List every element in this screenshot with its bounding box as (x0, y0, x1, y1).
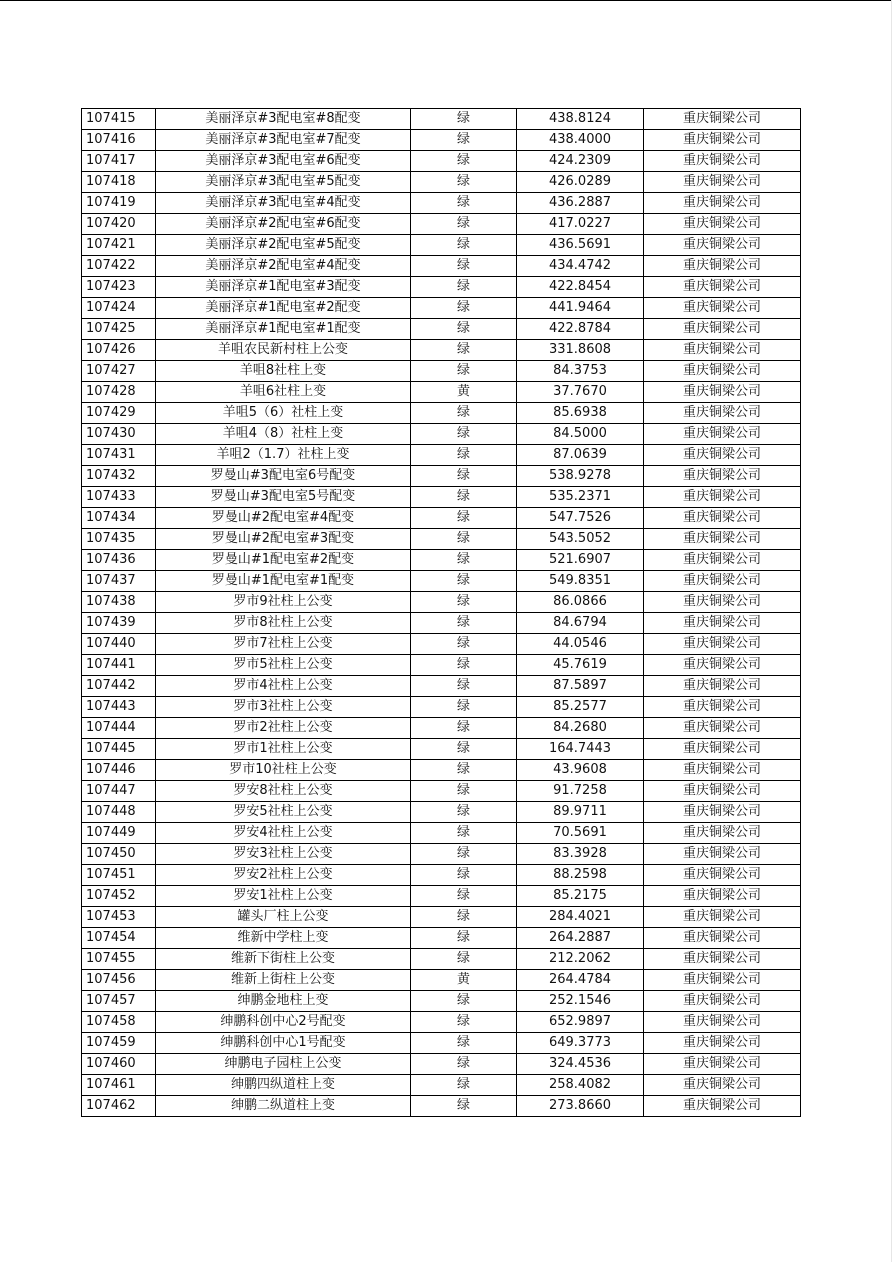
cell-status-color: 绿 (411, 697, 517, 718)
cell-company: 重庆铜梁公司 (644, 424, 801, 445)
table-row (82, 340, 801, 361)
cell-company: 重庆铜梁公司 (644, 550, 801, 571)
cell-company: 重庆铜梁公司 (644, 340, 801, 361)
cell-status-color: 绿 (411, 319, 517, 340)
cell-name: 美丽泽京#1配电室#3配变 (156, 277, 411, 298)
cell-company: 重庆铜梁公司 (644, 802, 801, 823)
cell-value: 212.2062 (517, 949, 644, 970)
cell-company: 重庆铜梁公司 (644, 697, 801, 718)
cell-company: 重庆铜梁公司 (644, 529, 801, 550)
cell-company: 重庆铜梁公司 (644, 571, 801, 592)
table-row (82, 634, 801, 655)
cell-status-color: 绿 (411, 424, 517, 445)
cell-id: 107429 (82, 403, 156, 424)
table-row (82, 865, 801, 886)
cell-value: 85.6938 (517, 403, 644, 424)
table-row (82, 1054, 801, 1075)
cell-company: 重庆铜梁公司 (644, 970, 801, 991)
cell-value: 417.0227 (517, 214, 644, 235)
table-row (82, 844, 801, 865)
cell-id: 107422 (82, 256, 156, 277)
cell-value: 273.8660 (517, 1096, 644, 1117)
cell-company: 重庆铜梁公司 (644, 1033, 801, 1054)
cell-value: 85.2577 (517, 697, 644, 718)
cell-status-color: 绿 (411, 1033, 517, 1054)
cell-value: 252.1546 (517, 991, 644, 1012)
cell-name: 罗曼山#3配电室5号配变 (156, 487, 411, 508)
cell-company: 重庆铜梁公司 (644, 1012, 801, 1033)
cell-value: 84.2680 (517, 718, 644, 739)
table-row (82, 193, 801, 214)
cell-company: 重庆铜梁公司 (644, 235, 801, 256)
cell-value: 264.4784 (517, 970, 644, 991)
cell-value: 258.4082 (517, 1075, 644, 1096)
cell-name: 罐头厂柱上公变 (156, 907, 411, 928)
cell-value: 438.4000 (517, 130, 644, 151)
table-row (82, 361, 801, 382)
cell-id: 107431 (82, 445, 156, 466)
table-row (82, 613, 801, 634)
cell-company: 重庆铜梁公司 (644, 991, 801, 1012)
cell-company: 重庆铜梁公司 (644, 865, 801, 886)
table-row (82, 949, 801, 970)
table-row (82, 529, 801, 550)
cell-id: 107453 (82, 907, 156, 928)
cell-name: 羊咀8社柱上变 (156, 361, 411, 382)
cell-name: 罗安3社柱上公变 (156, 844, 411, 865)
cell-value: 85.2175 (517, 886, 644, 907)
cell-id: 107430 (82, 424, 156, 445)
table-row (82, 298, 801, 319)
cell-company: 重庆铜梁公司 (644, 949, 801, 970)
cell-value: 436.2887 (517, 193, 644, 214)
cell-company: 重庆铜梁公司 (644, 109, 801, 130)
cell-id: 107421 (82, 235, 156, 256)
cell-id: 107454 (82, 928, 156, 949)
cell-status-color: 黄 (411, 382, 517, 403)
cell-status-color: 绿 (411, 130, 517, 151)
cell-company: 重庆铜梁公司 (644, 634, 801, 655)
cell-company: 重庆铜梁公司 (644, 151, 801, 172)
cell-status-color: 绿 (411, 340, 517, 361)
cell-name: 罗安5社柱上公变 (156, 802, 411, 823)
cell-company: 重庆铜梁公司 (644, 193, 801, 214)
cell-name: 罗市8社柱上公变 (156, 613, 411, 634)
table-row (82, 235, 801, 256)
cell-name: 美丽泽京#3配电室#7配变 (156, 130, 411, 151)
cell-name: 罗曼山#1配电室#1配变 (156, 571, 411, 592)
cell-company: 重庆铜梁公司 (644, 844, 801, 865)
cell-value: 264.2887 (517, 928, 644, 949)
cell-company: 重庆铜梁公司 (644, 1096, 801, 1117)
table-row (82, 109, 801, 130)
cell-company: 重庆铜梁公司 (644, 823, 801, 844)
cell-status-color: 绿 (411, 613, 517, 634)
cell-id: 107439 (82, 613, 156, 634)
page-top-rule (0, 0, 892, 1)
cell-name: 罗市10社柱上公变 (156, 760, 411, 781)
cell-name: 罗市1社柱上公变 (156, 739, 411, 760)
table-row (82, 466, 801, 487)
cell-value: 652.9897 (517, 1012, 644, 1033)
cell-status-color: 绿 (411, 445, 517, 466)
cell-company: 重庆铜梁公司 (644, 130, 801, 151)
cell-id: 107433 (82, 487, 156, 508)
cell-name: 绅鹏金地柱上变 (156, 991, 411, 1012)
cell-status-color: 绿 (411, 802, 517, 823)
cell-name: 美丽泽京#3配电室#5配变 (156, 172, 411, 193)
transformer-table (81, 108, 801, 1117)
cell-value: 84.3753 (517, 361, 644, 382)
cell-company: 重庆铜梁公司 (644, 655, 801, 676)
cell-name: 美丽泽京#2配电室#6配变 (156, 214, 411, 235)
cell-company: 重庆铜梁公司 (644, 739, 801, 760)
cell-status-color: 绿 (411, 277, 517, 298)
cell-name: 美丽泽京#3配电室#8配变 (156, 109, 411, 130)
cell-id: 107446 (82, 760, 156, 781)
cell-name: 绅鹏科创中心2号配变 (156, 1012, 411, 1033)
cell-status-color: 绿 (411, 886, 517, 907)
cell-name: 美丽泽京#3配电室#6配变 (156, 151, 411, 172)
table-row (82, 655, 801, 676)
cell-value: 324.4536 (517, 1054, 644, 1075)
cell-name: 罗安4社柱上公变 (156, 823, 411, 844)
cell-id: 107449 (82, 823, 156, 844)
cell-value: 426.0289 (517, 172, 644, 193)
table-body (82, 109, 801, 1117)
cell-id: 107452 (82, 886, 156, 907)
cell-value: 434.4742 (517, 256, 644, 277)
cell-company: 重庆铜梁公司 (644, 508, 801, 529)
cell-name: 罗市7社柱上公变 (156, 634, 411, 655)
cell-status-color: 绿 (411, 634, 517, 655)
cell-value: 91.7258 (517, 781, 644, 802)
cell-company: 重庆铜梁公司 (644, 1075, 801, 1096)
cell-value: 438.8124 (517, 109, 644, 130)
cell-status-color: 绿 (411, 592, 517, 613)
cell-company: 重庆铜梁公司 (644, 361, 801, 382)
cell-value: 88.2598 (517, 865, 644, 886)
cell-id: 107445 (82, 739, 156, 760)
cell-status-color: 绿 (411, 298, 517, 319)
cell-status-color: 绿 (411, 571, 517, 592)
cell-value: 549.8351 (517, 571, 644, 592)
cell-name: 绅鹏电子园柱上公变 (156, 1054, 411, 1075)
cell-id: 107450 (82, 844, 156, 865)
cell-company: 重庆铜梁公司 (644, 445, 801, 466)
table-row (82, 928, 801, 949)
cell-company: 重庆铜梁公司 (644, 928, 801, 949)
cell-value: 422.8454 (517, 277, 644, 298)
table-row (82, 697, 801, 718)
cell-value: 37.7670 (517, 382, 644, 403)
cell-value: 284.4021 (517, 907, 644, 928)
table-row (82, 130, 801, 151)
cell-status-color: 绿 (411, 823, 517, 844)
cell-value: 422.8784 (517, 319, 644, 340)
cell-id: 107462 (82, 1096, 156, 1117)
cell-name: 维新上街柱上公变 (156, 970, 411, 991)
cell-value: 164.7443 (517, 739, 644, 760)
table-row (82, 508, 801, 529)
cell-name: 羊咀5（6）社柱上变 (156, 403, 411, 424)
cell-status-color: 绿 (411, 907, 517, 928)
cell-name: 罗市5社柱上公变 (156, 655, 411, 676)
cell-status-color: 绿 (411, 781, 517, 802)
cell-status-color: 绿 (411, 256, 517, 277)
cell-company: 重庆铜梁公司 (644, 319, 801, 340)
cell-company: 重庆铜梁公司 (644, 718, 801, 739)
cell-status-color: 绿 (411, 718, 517, 739)
cell-id: 107436 (82, 550, 156, 571)
cell-name: 罗安8社柱上公变 (156, 781, 411, 802)
cell-status-color: 绿 (411, 151, 517, 172)
cell-id: 107423 (82, 277, 156, 298)
table-row (82, 676, 801, 697)
table-row (82, 403, 801, 424)
cell-value: 436.5691 (517, 235, 644, 256)
cell-company: 重庆铜梁公司 (644, 277, 801, 298)
cell-name: 维新下街柱上公变 (156, 949, 411, 970)
cell-id: 107459 (82, 1033, 156, 1054)
cell-name: 罗市9社柱上公变 (156, 592, 411, 613)
cell-value: 649.3773 (517, 1033, 644, 1054)
table-row (82, 214, 801, 235)
cell-company: 重庆铜梁公司 (644, 760, 801, 781)
cell-id: 107419 (82, 193, 156, 214)
cell-name: 羊咀6社柱上变 (156, 382, 411, 403)
cell-value: 543.5052 (517, 529, 644, 550)
table-row (82, 907, 801, 928)
cell-status-color: 绿 (411, 739, 517, 760)
table-row (82, 277, 801, 298)
cell-status-color: 绿 (411, 655, 517, 676)
cell-id: 107438 (82, 592, 156, 613)
table-row (82, 1075, 801, 1096)
table-row (82, 970, 801, 991)
cell-company: 重庆铜梁公司 (644, 592, 801, 613)
table-row (82, 550, 801, 571)
cell-value: 89.9711 (517, 802, 644, 823)
table-row (82, 571, 801, 592)
cell-name: 绅鹏科创中心1号配变 (156, 1033, 411, 1054)
table-row (82, 487, 801, 508)
cell-company: 重庆铜梁公司 (644, 886, 801, 907)
cell-status-color: 绿 (411, 361, 517, 382)
cell-status-color: 绿 (411, 550, 517, 571)
cell-company: 重庆铜梁公司 (644, 256, 801, 277)
cell-id: 107441 (82, 655, 156, 676)
cell-company: 重庆铜梁公司 (644, 382, 801, 403)
cell-name: 罗安2社柱上公变 (156, 865, 411, 886)
cell-status-color: 绿 (411, 1075, 517, 1096)
cell-company: 重庆铜梁公司 (644, 172, 801, 193)
cell-name: 羊咀2（1.7）社柱上变 (156, 445, 411, 466)
cell-status-color: 绿 (411, 1054, 517, 1075)
cell-company: 重庆铜梁公司 (644, 781, 801, 802)
table-row (82, 1096, 801, 1117)
cell-status-color: 绿 (411, 109, 517, 130)
cell-company: 重庆铜梁公司 (644, 214, 801, 235)
cell-id: 107442 (82, 676, 156, 697)
cell-name: 绅鹏四纵道柱上变 (156, 1075, 411, 1096)
cell-id: 107457 (82, 991, 156, 1012)
cell-value: 44.0546 (517, 634, 644, 655)
cell-value: 84.6794 (517, 613, 644, 634)
cell-id: 107427 (82, 361, 156, 382)
cell-status-color: 绿 (411, 487, 517, 508)
cell-value: 43.9608 (517, 760, 644, 781)
cell-status-color: 绿 (411, 949, 517, 970)
table-row (82, 319, 801, 340)
cell-name: 美丽泽京#3配电室#4配变 (156, 193, 411, 214)
cell-company: 重庆铜梁公司 (644, 487, 801, 508)
cell-value: 547.7526 (517, 508, 644, 529)
cell-id: 107437 (82, 571, 156, 592)
table-row (82, 886, 801, 907)
cell-value: 521.6907 (517, 550, 644, 571)
cell-name: 罗市2社柱上公变 (156, 718, 411, 739)
cell-company: 重庆铜梁公司 (644, 298, 801, 319)
cell-id: 107418 (82, 172, 156, 193)
cell-status-color: 绿 (411, 676, 517, 697)
table-row (82, 256, 801, 277)
cell-name: 羊咀农民新村柱上公变 (156, 340, 411, 361)
cell-value: 83.3928 (517, 844, 644, 865)
cell-status-color: 绿 (411, 529, 517, 550)
cell-status-color: 绿 (411, 865, 517, 886)
cell-value: 84.5000 (517, 424, 644, 445)
cell-id: 107443 (82, 697, 156, 718)
cell-value: 70.5691 (517, 823, 644, 844)
cell-name: 罗市3社柱上公变 (156, 697, 411, 718)
cell-name: 罗曼山#2配电室#4配变 (156, 508, 411, 529)
cell-status-color: 绿 (411, 508, 517, 529)
cell-company: 重庆铜梁公司 (644, 907, 801, 928)
cell-id: 107417 (82, 151, 156, 172)
cell-value: 538.9278 (517, 466, 644, 487)
cell-id: 107420 (82, 214, 156, 235)
table-row (82, 739, 801, 760)
cell-status-color: 绿 (411, 1012, 517, 1033)
cell-id: 107435 (82, 529, 156, 550)
table-row (82, 1033, 801, 1054)
cell-value: 535.2371 (517, 487, 644, 508)
cell-value: 87.5897 (517, 676, 644, 697)
cell-status-color: 绿 (411, 403, 517, 424)
cell-value: 45.7619 (517, 655, 644, 676)
cell-name: 绅鹏二纵道柱上变 (156, 1096, 411, 1117)
cell-id: 107456 (82, 970, 156, 991)
cell-id: 107415 (82, 109, 156, 130)
cell-status-color: 绿 (411, 844, 517, 865)
table-row (82, 172, 801, 193)
cell-name: 美丽泽京#1配电室#2配变 (156, 298, 411, 319)
cell-name: 罗曼山#2配电室#3配变 (156, 529, 411, 550)
cell-id: 107460 (82, 1054, 156, 1075)
cell-id: 107448 (82, 802, 156, 823)
cell-name: 美丽泽京#2配电室#5配变 (156, 235, 411, 256)
cell-id: 107451 (82, 865, 156, 886)
cell-value: 331.8608 (517, 340, 644, 361)
cell-id: 107455 (82, 949, 156, 970)
table-row (82, 781, 801, 802)
cell-status-color: 绿 (411, 172, 517, 193)
cell-status-color: 绿 (411, 928, 517, 949)
cell-company: 重庆铜梁公司 (644, 1054, 801, 1075)
cell-name: 羊咀4（8）社柱上变 (156, 424, 411, 445)
cell-id: 107458 (82, 1012, 156, 1033)
cell-company: 重庆铜梁公司 (644, 403, 801, 424)
cell-name: 罗曼山#1配电室#2配变 (156, 550, 411, 571)
table-row (82, 823, 801, 844)
cell-id: 107428 (82, 382, 156, 403)
cell-name: 罗曼山#3配电室6号配变 (156, 466, 411, 487)
cell-id: 107416 (82, 130, 156, 151)
cell-id: 107434 (82, 508, 156, 529)
cell-name: 罗市4社柱上公变 (156, 676, 411, 697)
cell-name: 维新中学柱上变 (156, 928, 411, 949)
cell-value: 424.2309 (517, 151, 644, 172)
cell-status-color: 绿 (411, 193, 517, 214)
cell-value: 86.0866 (517, 592, 644, 613)
cell-status-color: 绿 (411, 991, 517, 1012)
cell-status-color: 绿 (411, 235, 517, 256)
table-row (82, 1012, 801, 1033)
cell-company: 重庆铜梁公司 (644, 466, 801, 487)
cell-id: 107425 (82, 319, 156, 340)
cell-value: 441.9464 (517, 298, 644, 319)
cell-status-color: 黄 (411, 970, 517, 991)
cell-id: 107440 (82, 634, 156, 655)
cell-status-color: 绿 (411, 1096, 517, 1117)
table-row (82, 592, 801, 613)
cell-company: 重庆铜梁公司 (644, 676, 801, 697)
cell-id: 107447 (82, 781, 156, 802)
table-row (82, 151, 801, 172)
table-row (82, 991, 801, 1012)
table-row (82, 760, 801, 781)
cell-id: 107444 (82, 718, 156, 739)
cell-id: 107426 (82, 340, 156, 361)
cell-value: 87.0639 (517, 445, 644, 466)
cell-status-color: 绿 (411, 760, 517, 781)
cell-company: 重庆铜梁公司 (644, 613, 801, 634)
cell-id: 107461 (82, 1075, 156, 1096)
table-row (82, 718, 801, 739)
cell-status-color: 绿 (411, 214, 517, 235)
table-row (82, 802, 801, 823)
cell-id: 107432 (82, 466, 156, 487)
cell-name: 罗安1社柱上公变 (156, 886, 411, 907)
table-row (82, 445, 801, 466)
cell-name: 美丽泽京#2配电室#4配变 (156, 256, 411, 277)
table-row (82, 382, 801, 403)
table-row (82, 424, 801, 445)
cell-status-color: 绿 (411, 466, 517, 487)
cell-id: 107424 (82, 298, 156, 319)
cell-name: 美丽泽京#1配电室#1配变 (156, 319, 411, 340)
